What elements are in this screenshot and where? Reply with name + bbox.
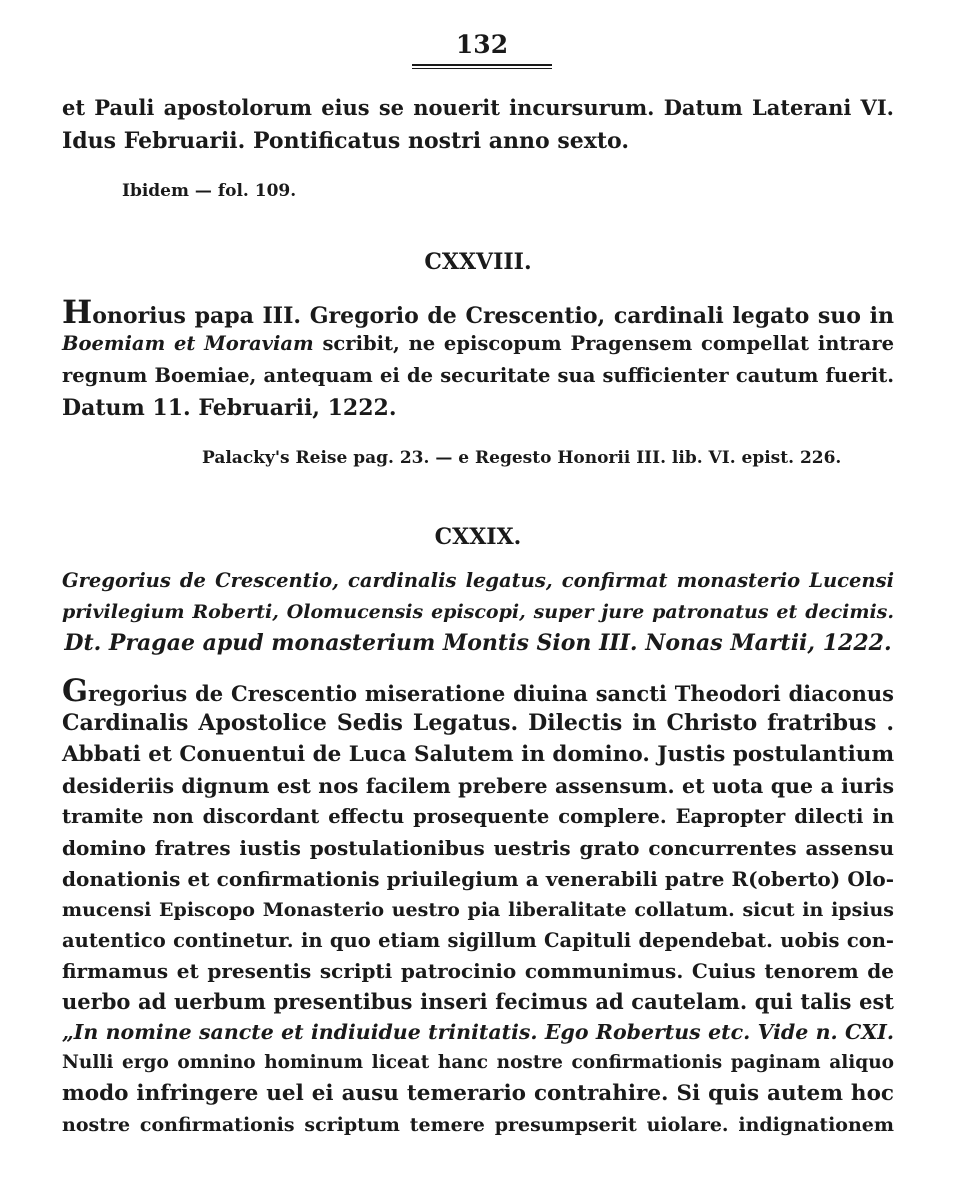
doc129-summary-2: privilegium Roberti, Olomucensis episcopi, super jure patronatus et decimis.	[62, 601, 894, 623]
doc129-body-line-1	[62, 673, 894, 709]
doc128-line-2	[62, 329, 894, 359]
doc129-body-line: domino fratres iustis postulationibus uestris grato concurrentes assensu	[62, 836, 894, 860]
prev-doc-source: Ibidem — fol. 109.	[122, 181, 297, 201]
page-number: 132	[455, 30, 509, 59]
doc129-body-line: modo infringere uel ei ausu temerario contrahire. Si quis autem hoc	[62, 1081, 894, 1106]
doc128-line-4: Datum 11. Februarii, 1222.	[62, 395, 397, 421]
doc129-number: CXXIX.	[434, 524, 522, 550]
page-number-rule-thin	[412, 68, 552, 69]
doc129-body-line: Nulli ergo omnino hominum liceat hanc nostre confirmationis paginam aliquo	[62, 1052, 894, 1073]
prev-doc-line-1: et Pauli apostolorum eius se nouerit incursurum. Datum Laterani VI.	[62, 95, 894, 120]
doc129-summary-1: Gregorius de Crescentio, cardinalis legatus, confirmat monasterio Lucensi	[62, 569, 894, 592]
doc129-body-line: tramite non discordant effectu prosequente complere. Eapropter dilecti in	[62, 805, 894, 828]
doc129-body-line: uerbo ad uerbum presentibus inseri fecimus ad cautelam. qui talis est	[62, 989, 894, 1014]
prev-doc-line-2: Idus Februarii. Pontificatus nostri anno sexto.	[62, 128, 629, 154]
doc128-initial: H	[62, 293, 93, 331]
doc129-initial: G	[62, 673, 88, 709]
doc128-source: Palacky's Reise pag. 23. — e Regesto Honorii III. lib. VI. epist. 226.	[202, 448, 842, 468]
doc129-body-line: firmamus et presentis scripti patrocinio communimus. Cuius tenorem de	[62, 959, 894, 983]
doc129-body-line: autentico continetur. in quo etiam sigillum Capituli dependebat. uobis con-	[62, 929, 894, 952]
doc129-body-line: desideriis dignum est nos facilem prebere assensum. et uota que a iuris	[62, 774, 894, 798]
doc129-body-line: donationis et confirmationis priuilegium a venerabili patre R(oberto) Olo-	[62, 867, 894, 891]
doc129-body-line: nostre confirmationis scriptum temere presumpserit uiolare. indignationem	[62, 1114, 894, 1136]
doc129-body-line-1-text: regorius de Crescentio miseratione diuina sancti Theodori diaconus	[88, 681, 894, 706]
doc129-body-line: Cardinalis Apostolice Sedis Legatus. Dilectis in Christo fratribus .	[62, 710, 894, 736]
doc129-summary-3: Dt. Pragae apud monasterium Montis Sion III. Nonas Martii, 1222.	[64, 630, 892, 656]
doc128-line-3: regnum Boemiae, antequam ei de securitate sua sufficienter cautum fuerit.	[62, 364, 894, 387]
doc128-number: CXXVIII.	[424, 249, 532, 275]
doc128-line-1-text: onorius papa III. Gregorio de Crescentio, cardinali legato suo in	[92, 303, 894, 329]
doc129-body-line-quote: „In nomine sancte et indiuidue trinitatis. Ego Robertus etc. Vide n. CXI.	[62, 1020, 894, 1044]
doc128-line-1	[62, 293, 894, 331]
doc128-line-2-text: scribit, ne episcopum Pragensem compellat intrare	[313, 332, 894, 355]
doc129-body-line: mucensi Episcopo Monasterio uestro pia liberalitate collatum. sicut in ipsius	[62, 899, 894, 921]
page-number-rule	[412, 64, 552, 66]
doc128-line-2-italic: Boemiam et Moraviam	[62, 332, 314, 355]
doc129-body-line: Abbati et Conuentui de Luca Salutem in domino. Justis postulantium	[62, 742, 895, 767]
